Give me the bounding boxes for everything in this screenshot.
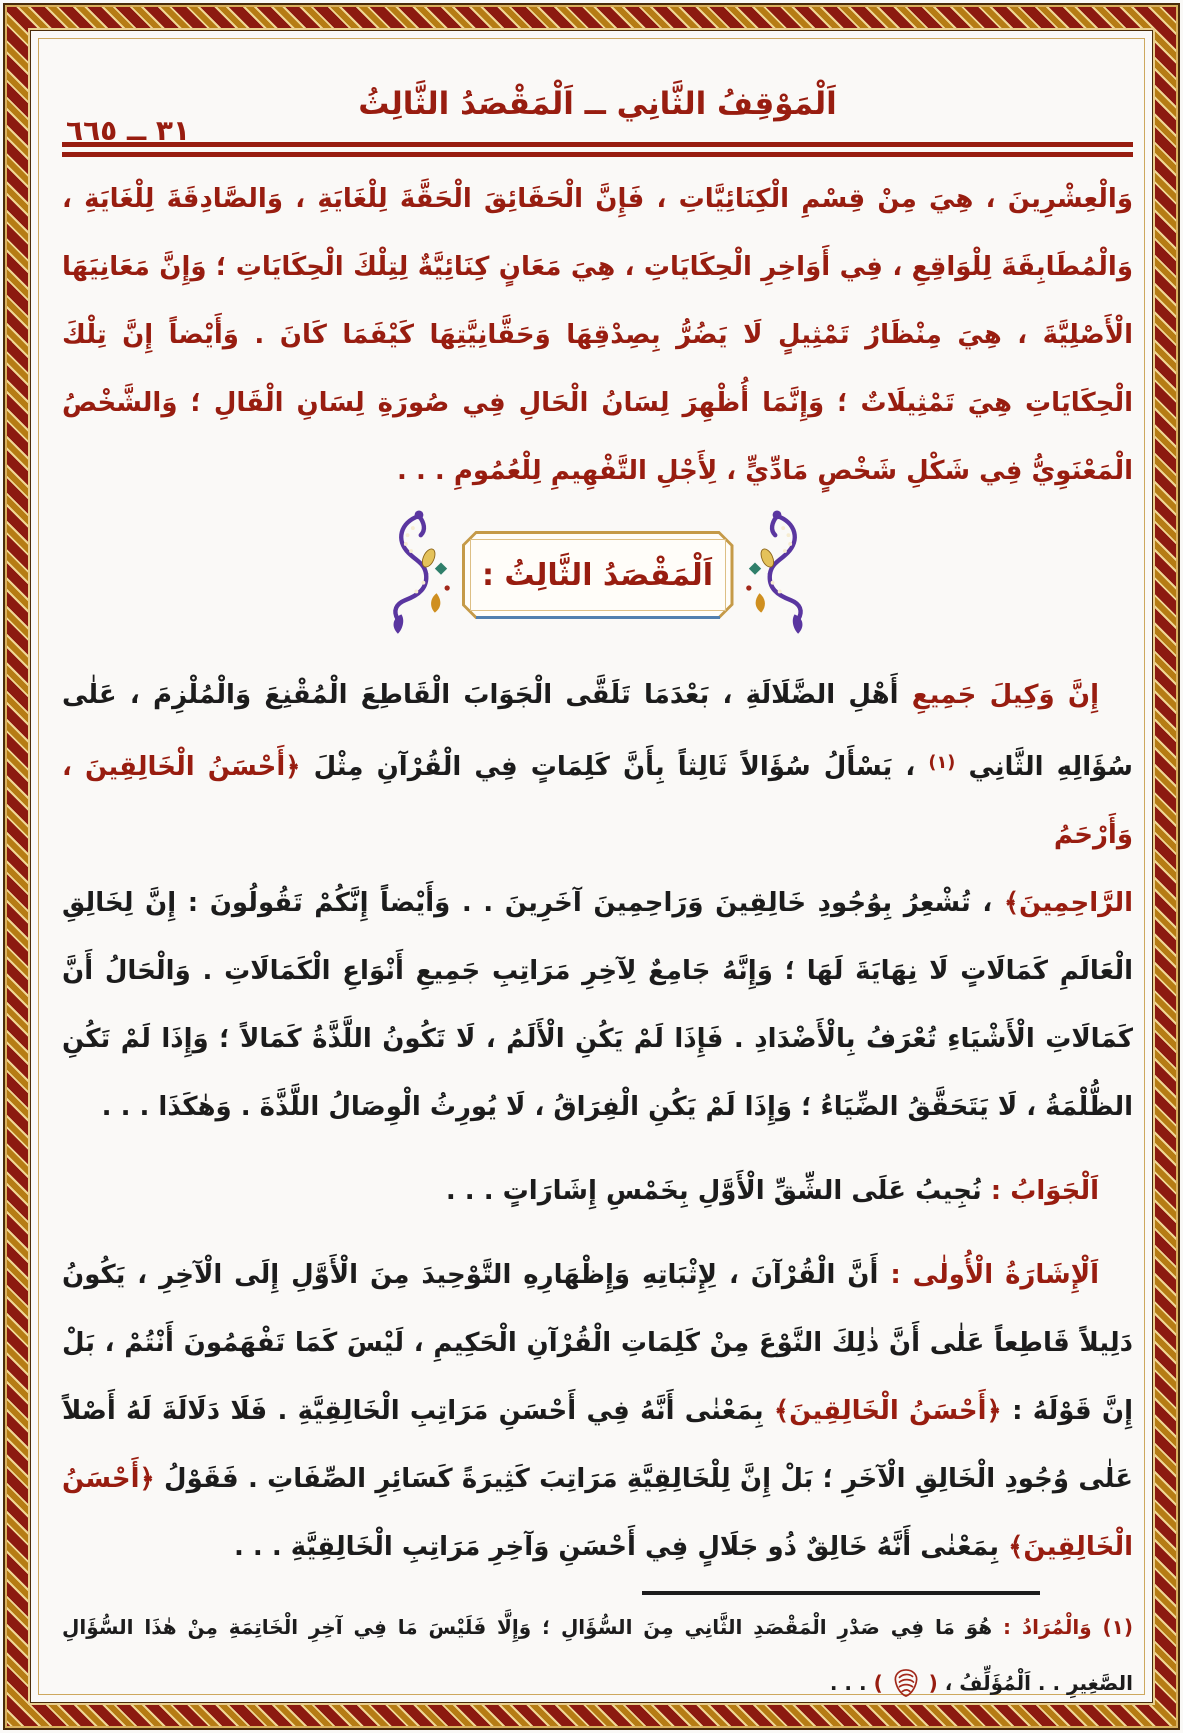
floral-ornament-icon (380, 507, 458, 639)
highlight-text: وَالْمُطَابِقَةَ لِلْوَاقِعِ ، فِي أَوَاخِرِ الْحِكَايَاتِ ، هِيَ مَعَانٍ كِنَائِيَّةٌ لِتِلْكَ الْحِكَايَاتِ ؛ وَإِنَّ مَعَانِيَهَا (62, 252, 1133, 282)
highlight-text: ( (928, 1671, 938, 1695)
highlight-text: وَالْعِشْرِينَ ، هِيَ مِنْ قِسْمِ الْكِنَائِيَّاتِ ، فَإِنَّ الْحَقَائِقَ الْحَقَّةَ لِلْغَايَةِ ، وَالصَّادِقَةَ لِلْغَايَةِ ، (62, 184, 1133, 214)
text-line (62, 1309, 1133, 1377)
body-text: . . . (829, 1671, 874, 1695)
highlight-text: الْحِكَايَاتِ هِيَ تَمْثِيلَاتٌ ؛ وَإِنَّمَا أُظْهِرَ لِسَانُ الْحَالِ فِي صُورَةِ لِسَانِ الْقَالِ ؛ وَالشَّخْصُ (62, 388, 1133, 418)
highlight-text: الرَّاحِمِينَ﴾ (1003, 888, 1133, 918)
text-line (62, 1599, 1133, 1655)
header-divider (62, 142, 1133, 157)
paragraph-question (62, 661, 1133, 1141)
body-text: دَلِيلاً قَاطِعاً عَلٰى أَنَّ ذٰلِكَ النَّوْعَ مِنْ كَلِمَاتِ الْقُرْآنِ الْحَكِيمِ ، لَيْسَ كَمَا تَفْهَمُونَ أَنْتُمْ ، بَلْ (62, 1328, 1133, 1358)
paragraph-answer (62, 1157, 1133, 1225)
highlight-text: اَلْإِشَارَةُ الْأُولٰى : (878, 1260, 1099, 1290)
text-line (62, 1513, 1133, 1581)
paragraph-first-indication (62, 1241, 1133, 1581)
footnote-separator (642, 1591, 1040, 1595)
body-text: نُجِيبُ عَلَى الشِّقِّ الْأَوَّلِ بِخَمْسِ إِشَارَاتٍ . . . (445, 1176, 991, 1206)
highlight-text: إِنَّ وَكِيلَ جَمِيعِ (898, 680, 1100, 710)
highlight-text: الْأَصْلِيَّةَ ، هِيَ مِنْظَارُ تَمْثِيلٍ لَا يَضُرُّ بِصِدْقِهَا وَحَقَّانِيَّتِهَا كَيْفَمَا كَانَ . وَأَيْضاً إِنَّ تِلْكَ (62, 320, 1133, 350)
body-text: سُؤَالِهِ الثَّانِي (955, 752, 1133, 782)
body-text: ، يَسْأَلُ سُؤَالاً ثَالِثاً بِأَنَّ كَلِمَاتٍ فِي الْقُرْآنِ مِثْلَ (300, 752, 929, 782)
text-line (62, 301, 1133, 369)
body-text: عَلٰى وُجُودِ الْخَالِقِ الْآخَرِ ؛ بَلْ إِنَّ لِلْخَالِقِيَّةِ مَرَاتِبَ كَثِيرَةً كَسَائِرِ الصِّفَاتِ . فَقَوْلُ (154, 1464, 1133, 1494)
page-number: ٣١ ــ ٦٦٥ (66, 114, 191, 147)
floral-ornament-icon (738, 507, 816, 639)
section-heading-ornament (62, 509, 1133, 641)
text-line (62, 1005, 1133, 1073)
body-text: ، تُشْعِرُ بِوُجُودِ خَالِقِينَ وَرَاحِمِينَ آخَرِينَ . . وَأَيْضاً إِنَّكُمْ تَقُولُونَ : إِنَّ لِخَالِقِ (62, 888, 1004, 918)
page-content (62, 52, 1134, 1695)
author-seal-icon (892, 1664, 920, 1720)
text-line (62, 1377, 1133, 1445)
body-text: إِنَّ قَوْلَهُ : (1001, 1396, 1134, 1426)
divider-line-bottom (62, 152, 1133, 157)
body-text: الْعَالَمِ كَمَالَاتٍ لَا نِهَايَةَ لَهَا ؛ وَإِنَّهُ جَامِعٌ لِآخِرِ مَرَاتِبِ جَمِيعِ أَنْوَاعِ الْكَمَالَاتِ . وَالْحَالُ أَنَّ (62, 956, 1133, 986)
highlight-text: ﴿أَحْسَنُ (62, 1464, 155, 1494)
text-line (62, 1241, 1133, 1309)
body-text: أَنَّ الْقُرْآنَ ، لِإِثْبَاتِهِ وَإِظْهَارِهِ التَّوْحِيدَ مِنَ الْأَوَّلِ إِلَى الْآخِرِ ، يَكُونُ (62, 1260, 879, 1290)
paragraph-red (62, 165, 1133, 505)
text-line (62, 1655, 1133, 1720)
body-text: كَمَالَاتِ الْأَشْيَاءِ تُعْرَفُ بِالْأَضْدَادِ . فَإِذَا لَمْ يَكُنِ الْأَلَمُ ، لَا تَكُونُ اللَّذَّةُ كَمَالاً ؛ وَإِذَا لَمْ تَكُنِ (62, 1024, 1133, 1054)
text-line (62, 1157, 1133, 1225)
highlight-text: ﴿أَحْسَنُ الْخَالِقِينَ﴾ (773, 1396, 1002, 1426)
page-header (62, 82, 1133, 147)
body-text: الظُّلْمَةُ ، لَا يَتَحَقَّقُ الضِّيَاءُ ؛ وَإِذَا لَمْ يَكُنِ الْفِرَاقُ ، لَا يُورِثُ الْوِصَالُ اللَّذَّةَ . وَهٰكَذَا . . . (101, 1092, 1133, 1122)
body-text: الصَّغِيرِ . . اَلْمُؤَلِّفُ ، (937, 1671, 1133, 1695)
text-line (62, 1445, 1133, 1513)
body-text: بِمَعْنٰى أَنَّهُ خَالِقٌ ذُو جَلَالٍ فِي أَحْسَنِ وَآخِرِ مَرَاتِبِ الْخَالِقِيَّةِ . . . (233, 1532, 1009, 1562)
body-text: هُوَ مَا فِي صَدْرِ الْمَقْصَدِ الثَّانِي مِنَ السُّؤَالِ ؛ وَإِلَّا فَلَيْسَ مَا فِي آخِرِ الْخَاتِمَةِ مِنْ هٰذَا السُّؤَالِ (62, 1615, 993, 1639)
footnote (62, 1599, 1133, 1720)
highlight-text: (١) (928, 753, 956, 773)
text-line (62, 437, 1133, 505)
body-text: أَهْلِ الضَّلَالَةِ ، بَعْدَمَا تَلَقَّى الْجَوَابَ الْقَاطِعَ الْمُقْنِعَ وَالْمُلْزِمَ ، عَلٰى (62, 680, 899, 710)
left-floral-ornament (380, 507, 458, 643)
text-line (62, 1073, 1133, 1141)
section-heading-label: اَلْمَقْصَدُ الثَّالِثُ : (481, 557, 714, 593)
text-line (62, 729, 1133, 869)
text-line (62, 165, 1133, 233)
text-line (62, 661, 1133, 729)
highlight-text: الْخَالِقِينَ﴾ (1008, 1532, 1133, 1562)
text-line (62, 937, 1133, 1005)
text-line (62, 233, 1133, 301)
highlight-text: ﴿أَحْسَنُ الْخَالِقِينَ ، وَأَرْحَمُ (62, 752, 1133, 850)
page-title: اَلْمَوْقِفُ الثَّانِي ــ اَلْمَقْصَدُ الثَّالِثُ (358, 86, 837, 122)
highlight-text: ) (873, 1671, 883, 1695)
right-floral-ornament (738, 507, 816, 643)
text-line (62, 869, 1133, 937)
body-text: بِمَعْنٰى أَنَّهُ فِي أَحْسَنِ مَرَاتِبِ الْخَالِقِيَّةِ . فَلَا دَلَالَةَ لَهُ أَصْلاً (62, 1396, 774, 1426)
highlight-text: (١) وَالْمُرَادُ : (992, 1615, 1133, 1639)
highlight-text: الْمَعْنَوِيُّ فِي شَكْلِ شَخْصٍ مَادِّيٍّ ، لِأَجْلِ التَّفْهِيمِ لِلْعُمُومِ . . . (397, 456, 1133, 486)
text-line (62, 369, 1133, 437)
highlight-text: اَلْجَوَابُ : (990, 1176, 1099, 1206)
section-heading-box (462, 531, 734, 619)
